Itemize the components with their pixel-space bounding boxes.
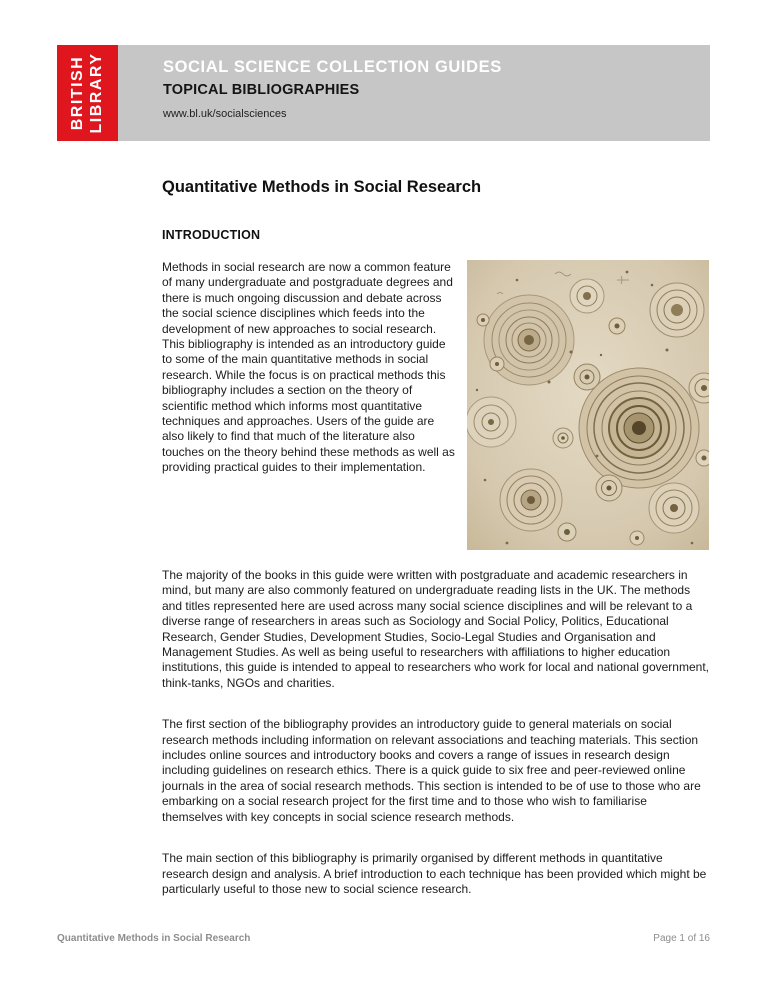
british-library-logo-text: [69, 52, 107, 133]
footer-page-number: Page 1 of 16: [653, 933, 710, 944]
paragraph-first-section: The first section of the bibliography provides an introductory guide to general materials on social research methods including information on relevant associations and teaching materials. This section includes online sources and introductory books and covers a range of issues in research design including guidelines on research ethics. There is a quick guide to six free and peer-reviewed online journals in the area of social research methods. This section is intended to be of use to those who are embarking on a social research project for the first time and to those who wish to familiarise themselves with key concepts in social science research methods.: [162, 717, 701, 824]
series-title: SOCIAL SCIENCE COLLECTION GUIDES: [163, 58, 502, 76]
page-title: Quantitative Methods in Social Research: [162, 178, 482, 196]
paragraph-audience: The majority of the books in this guide were written with postgraduate and academic researchers in mind, but many are also commonly featured on undergraduate reading lists in the UK. The methods and titles represented here are used across many social science disciplines and will be relevant to a diverse range of researchers in areas such as Sociology and Social Policy, Politics, Educational Research, Gender Studies, Development Studies, Socio-Legal Studies and Organisation and Management Studies. As well as being useful to researchers with affiliations to higher education institutions, this guide is intended to appeal to researchers who work for local and national government, think-tanks, NGOs and charities.: [162, 568, 709, 690]
concentric-circles-illustration: [467, 260, 709, 550]
british-library-logo: [57, 45, 118, 141]
website-url[interactable]: www.bl.uk/socialsciences: [163, 108, 287, 120]
logo-line-british: BRITISH: [68, 55, 86, 131]
logo-line-library: LIBRARY: [87, 52, 105, 134]
header-band: [118, 45, 710, 141]
masthead: [57, 45, 710, 141]
intro-section: [162, 260, 709, 550]
paragraph-main-section: The main section of this bibliography is primarily organised by different methods in quantitative research design and analysis. A brief introduction to each technique has been provided which might be particularly useful to those new to social science research.: [162, 851, 707, 896]
page-content: [162, 178, 709, 897]
intro-paragraph: Methods in social research are now a common feature of many undergraduate and postgraduate degrees and there is much ongoing discussion and debate across the social science disciplines which feeds into the development of new approaches to social research. This bibliography is intended as an introductory guide to some of the main quantitative methods in social research. While the focus is on practical methods this bibliography includes a section on the theory of scientific method which informs most quantitative techniques and approaches. Users of the guide are also likely to find that much of the literature also touches on the theory behind these methods as well as providing practical guides to their implementation.: [162, 260, 455, 475]
series-subtitle: TOPICAL BIBLIOGRAPHIES: [163, 82, 360, 98]
introduction-heading: INTRODUCTION: [162, 228, 261, 242]
page-footer: [57, 933, 710, 944]
footer-document-title: Quantitative Methods in Social Research: [57, 933, 251, 944]
